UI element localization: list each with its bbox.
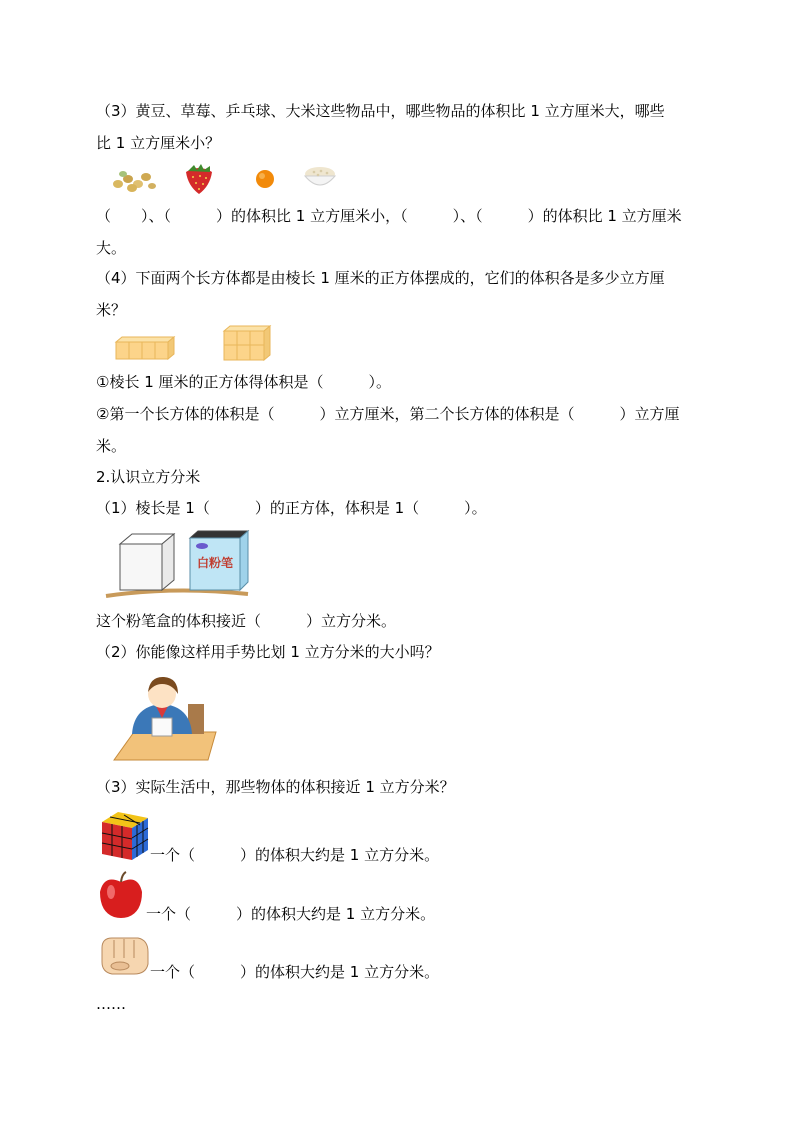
strawberry-icon: [180, 162, 218, 196]
apple-icon: [96, 870, 146, 920]
section2-q1: （1）棱长是 1（ ）的正方体，体积是 1（ ）。: [96, 499, 487, 517]
soybeans-icon: [108, 164, 158, 194]
section2-title: 2.认识立方分米: [96, 468, 201, 486]
section2-q3: （3）实际生活中，那些物体的体积接近 1 立方分米？: [96, 778, 455, 796]
fist-sentence: 一个（ ）的体积大约是 1 立方分米。: [150, 963, 440, 981]
q4-item1: ①棱长 1 厘米的正方体得体积是（ ）。: [96, 373, 392, 391]
cube-and-chalk-box-illustration: [104, 528, 250, 600]
cube-icon: [120, 534, 174, 590]
q3-question-line2: 比 1 立方厘米小？: [96, 134, 221, 152]
cuboid-1-icon: [114, 336, 176, 360]
q4-item2: ②第一个长方体的体积是（ ）立方厘米，第二个长方体的体积是（ ）立方厘: [96, 405, 680, 423]
chalk-box-label: 白粉笔: [196, 556, 234, 570]
pingpong-ball-icon: [254, 168, 276, 190]
q3-question-line1: （3）黄豆、草莓、乒乓球、大米这些物品中，哪些物品的体积比 1 立方厘米大，哪些: [96, 102, 665, 120]
rubiks-cube-sentence: 一个（ ）的体积大约是 1 立方分米。: [150, 846, 440, 864]
q4-question-line1: （4）下面两个长方体都是由棱长 1 厘米的正方体摆成的，它们的体积各是多少立方厘: [96, 269, 665, 287]
rubiks-cube-icon: [98, 808, 150, 862]
q4-item2-cont: 米。: [96, 437, 127, 455]
cuboid-2-icon: [222, 325, 272, 361]
ellipsis: ……: [96, 995, 126, 1013]
apple-sentence: 一个（ ）的体积大约是 1 立方分米。: [146, 905, 436, 923]
chalk-box-note: 这个粉笔盒的体积接近（ ）立方分米。: [96, 612, 397, 630]
boy-gesture-illustration: [108, 672, 220, 764]
q3-answer-line1: （ ）、（ ）的体积比 1 立方厘米小，（ ）、（ ）的体积比 1 立方厘米: [96, 207, 682, 225]
fist-icon: [98, 934, 150, 976]
section2-q2: （2）你能像这样用手势比划 1 立方分米的大小吗？: [96, 643, 440, 661]
q4-question-line2: 米？: [96, 301, 127, 319]
q3-answer-line2: 大。: [96, 239, 127, 257]
rice-bowl-icon: [303, 164, 337, 194]
